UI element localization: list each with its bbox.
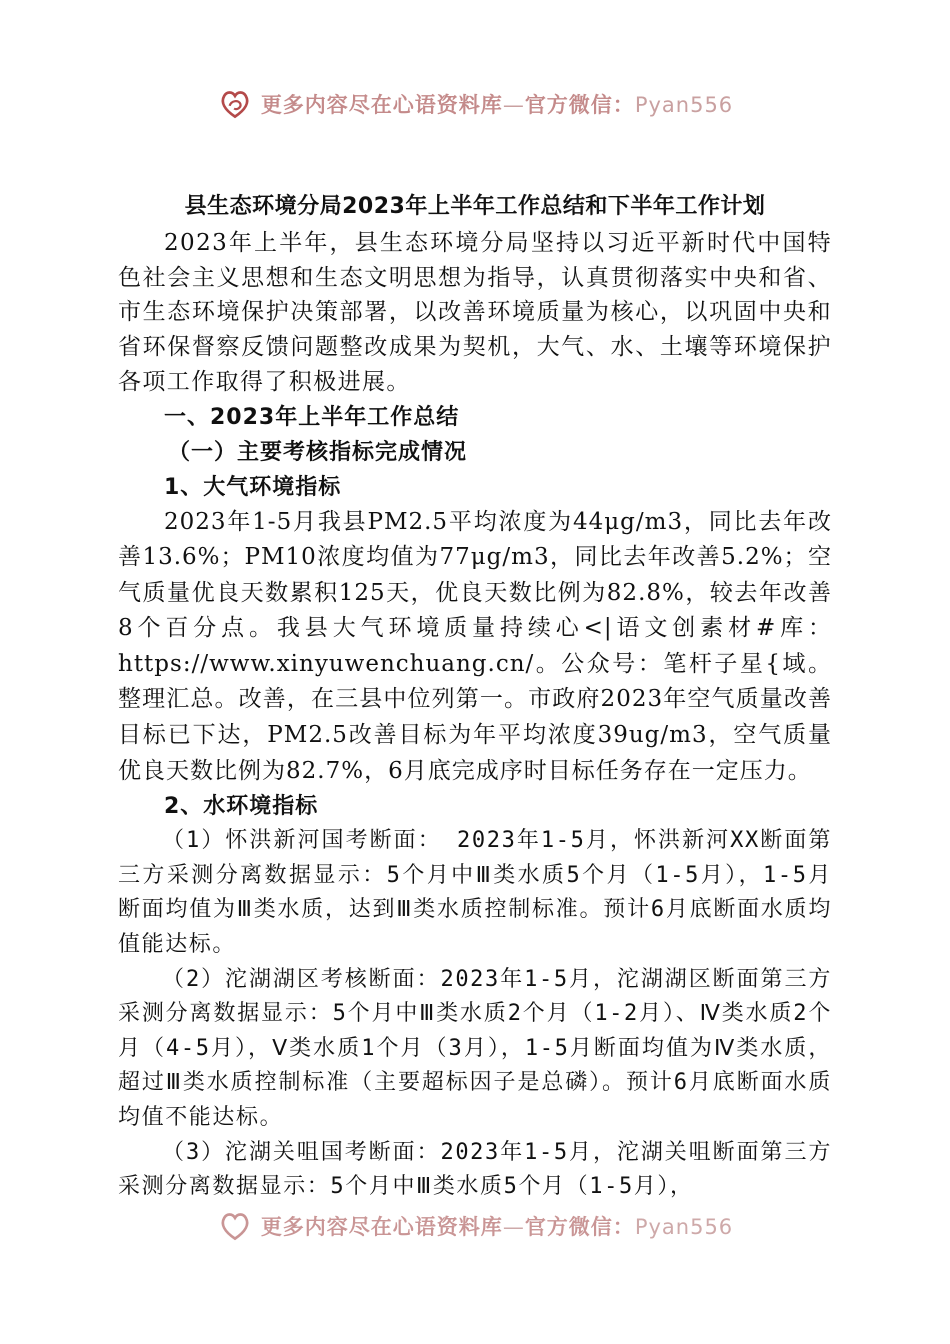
document-body [118,188,832,1205]
section-heading-1: 一、2023年上半年工作总结 [164,404,460,430]
watermark-text: 更多内容尽在心语资料库—官方微信：Pyan556 [260,1215,734,1239]
footer-watermark [0,1206,950,1246]
water-paragraph-3: （3）沱湖关咀国考断面：2023年1-5月，沱湖关咀断面第三方采测分离数据显示：5个月中Ⅲ类水质5个月（1-5月）， [118,1139,832,1200]
intro-paragraph: 2023年上半年，县生态环境分局坚持以习近平新时代中国特色社会主义思想和生态文明思想为指导，认真贯彻落实中央和省、市生态环境保护决策部署，以改善环境质量为核心，以巩固中央和省环保督察反馈问题整改成果为契机，大气、水、土壤等环境保护各项工作取得了积极进展。 [118,230,832,395]
water-paragraph-1: （1）怀洪新河国考断面： 2023年1-5月，怀洪新河XX断面第三方采测分离数据显示：5个月中Ⅲ类水质5个月（1-5月），1-5月断面均值为Ⅲ类水质，达到Ⅲ类水质控制标准。预计6月底断面水质均值能达标。 [118,828,832,958]
watermark-text: 更多内容尽在心语资料库—官方微信：Pyan556 [260,93,734,117]
document-title: 县生态环境分局2023年上半年工作总结和下半年工作计划 [184,194,766,219]
subsection-heading-1: （一）主要考核指标完成情况 [168,439,468,465]
air-indicator-paragraph: 2023年1-5月我县PM2.5平均浓度为44μg/m3，同比去年改善13.6%；PM10浓度均值为77μg/m3，同比去年改善5.2%；空气质量优良天数累积125天，优良天数比例为82.8%，较去年改善8个百分点。我县大气环境质量持续心<|语文创素材#库：https://www.xinyuwenchuang.cn/。公众号：笔杆子星{域。整理汇总。改善，在三县中位列第一。市政府2023年空气质量改善目标已下达，PM2.5改善目标为年平均浓度39ug/m3，空气质量优良天数比例为82.7%，6月底完成序时目标任务存在一定压力。 [118,508,832,784]
heart-swirl-logo-icon [217,86,253,122]
item-heading-water: 2、水环境指标 [164,794,319,820]
heart-swirl-logo-icon [217,1208,253,1244]
item-heading-air: 1、大气环境指标 [164,474,342,500]
header-watermark [0,84,950,124]
water-paragraph-2: （2）沱湖湖区考核断面：2023年1-5月，沱湖湖区断面第三方采测分离数据显示：5个月中Ⅲ类水质2个月（1-2月）、Ⅳ类水质2个月（4-5月），Ⅴ类水质1个月（3月），1-5月断面均值为Ⅳ类水质，超过Ⅲ类水质控制标准（主要超标因子是总磷）。预计6月底断面水质均值不能达标。 [118,966,832,1131]
